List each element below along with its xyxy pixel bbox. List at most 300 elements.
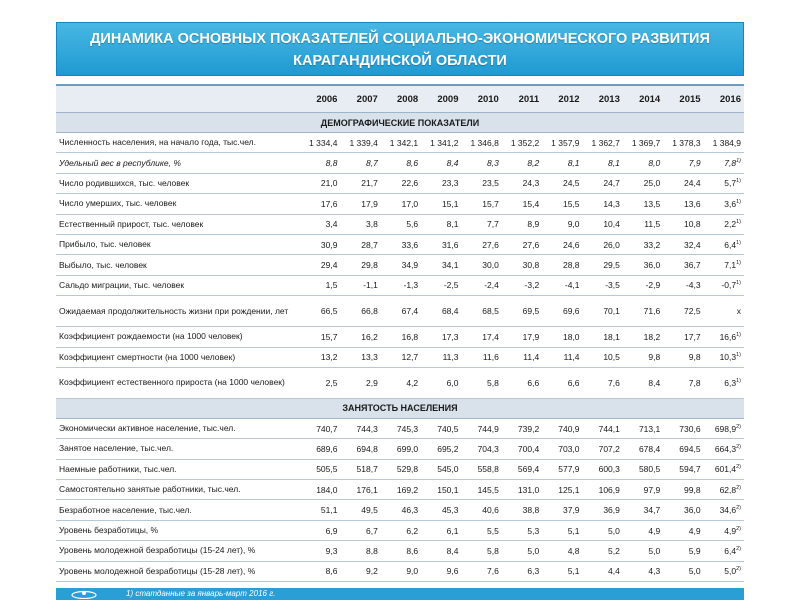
- value-cell: [502, 296, 542, 327]
- value-text: 24,3: [522, 178, 540, 189]
- value-cell: [340, 459, 380, 479]
- value-cell: [421, 367, 461, 398]
- value-cell: [421, 347, 461, 367]
- value-text: 33,6: [401, 239, 419, 250]
- value-cell: [583, 296, 623, 327]
- row-label: Коэффициент смертности (на 1000 человек): [56, 347, 300, 367]
- year-header: 2015: [663, 86, 703, 113]
- table-row: [56, 418, 744, 438]
- value-text: 5,5: [487, 525, 499, 536]
- value-cell: [300, 255, 340, 275]
- value-cell: [462, 561, 502, 581]
- value-text: 5,8: [487, 545, 499, 556]
- value-cell: [381, 133, 421, 153]
- value-text: 72,5: [684, 306, 701, 317]
- value-cell: [704, 541, 744, 561]
- value-cell: [542, 234, 582, 254]
- value-text: 1 369,7: [631, 137, 661, 148]
- value-text: 1 362,7: [591, 137, 620, 148]
- value-cell: [542, 541, 582, 561]
- value-text: 707,2: [598, 443, 620, 454]
- value-text: 9,8: [688, 352, 701, 363]
- value-text: 7,1: [724, 260, 737, 271]
- value-text: 7,7: [487, 219, 499, 230]
- value-cell: [583, 520, 623, 540]
- value-cell: [663, 296, 703, 327]
- value-text: -4,3: [685, 280, 701, 291]
- logo-icon: [70, 589, 98, 599]
- footnote-marker: 1): [736, 352, 741, 359]
- value-text: 7,6: [487, 566, 499, 577]
- value-cell: [502, 153, 542, 173]
- footnote-marker: 2): [736, 566, 741, 573]
- value-cell: [583, 194, 623, 214]
- value-cell: [381, 255, 421, 275]
- value-text: 11,5: [644, 219, 661, 230]
- value-text: 13,2: [320, 352, 338, 363]
- value-text: 38,8: [522, 505, 540, 516]
- value-cell: [583, 275, 623, 295]
- table-row: [56, 133, 744, 153]
- footnote-marker: 1): [736, 378, 741, 385]
- value-cell: [381, 327, 421, 347]
- value-text: 694,8: [356, 443, 378, 454]
- value-cell: [663, 275, 703, 295]
- value-text: 36,7: [684, 260, 701, 271]
- value-cell: [300, 275, 340, 295]
- value-text: 24,5: [562, 178, 580, 189]
- value-text: 24,4: [684, 178, 701, 189]
- value-cell: [623, 194, 663, 214]
- header-label-cell: [56, 86, 300, 113]
- row-label: Занятое население, тыс.чел.: [56, 439, 300, 459]
- table-row: [56, 296, 744, 327]
- value-cell: [300, 296, 340, 327]
- page-title-line1: ДИНАМИКА ОСНОВНЫХ ПОКАЗАТЕЛЕЙ СОЦИАЛЬНО-ЭКОНОМИЧЕСКОГО РАЗВИТИЯ: [90, 31, 710, 47]
- value-text: 5,8: [487, 377, 499, 388]
- year-header: 2009: [421, 86, 461, 113]
- value-text: 11,4: [563, 352, 580, 363]
- value-cell: [381, 367, 421, 398]
- table-header-row: [56, 86, 744, 113]
- value-text: 6,6: [567, 377, 580, 388]
- value-cell: [300, 214, 340, 234]
- value-text: -2,4: [484, 280, 499, 291]
- value-cell: [300, 520, 340, 540]
- value-text: 5,0: [608, 525, 620, 536]
- value-text: 145,5: [477, 484, 499, 495]
- value-cell: [542, 367, 582, 398]
- value-cell: [381, 439, 421, 459]
- value-cell: [663, 255, 703, 275]
- row-label: Удельный вес в республике, %: [56, 153, 300, 173]
- value-text: 36,9: [603, 505, 620, 516]
- value-cell: [583, 500, 623, 520]
- value-cell: [542, 133, 582, 153]
- value-text: 16,6: [719, 331, 737, 342]
- value-cell: [381, 541, 421, 561]
- value-text: 8,3: [487, 158, 499, 169]
- value-cell: [340, 500, 380, 520]
- year-header: 2016: [704, 86, 744, 113]
- value-text: 68,4: [441, 306, 459, 317]
- value-text: 106,9: [598, 484, 620, 495]
- value-text: 6,1: [446, 525, 459, 536]
- value-text: 97,9: [643, 484, 661, 495]
- value-text: 4,8: [567, 545, 580, 556]
- value-text: 529,8: [396, 464, 419, 475]
- page-title-banner: [56, 22, 744, 76]
- value-text: 6,3: [527, 566, 540, 577]
- value-cell: [502, 214, 542, 234]
- value-cell: [542, 327, 582, 347]
- value-cell: [663, 480, 703, 500]
- value-text: 131,0: [517, 484, 540, 495]
- row-label: Уровень безработицы, %: [56, 520, 300, 540]
- value-cell: [300, 194, 340, 214]
- value-cell: [421, 500, 461, 520]
- value-text: 34,9: [401, 260, 419, 271]
- value-cell: [704, 133, 744, 153]
- value-text: 4,2: [406, 377, 419, 388]
- value-text: 5,2: [608, 545, 620, 556]
- value-text: 5,0: [688, 566, 701, 577]
- value-text: 5,0: [527, 545, 540, 556]
- value-text: 23,5: [482, 178, 499, 189]
- value-cell: [583, 561, 623, 581]
- table-row: [56, 153, 744, 173]
- value-cell: [340, 520, 380, 540]
- value-text: 29,5: [603, 260, 620, 271]
- value-cell: [502, 234, 542, 254]
- value-text: 1,5: [325, 280, 338, 291]
- value-text: 6,9: [325, 525, 338, 536]
- value-text: 17,9: [361, 198, 378, 209]
- value-text: 4,9: [724, 525, 737, 536]
- value-text: 8,8: [365, 545, 378, 556]
- value-cell: [704, 520, 744, 540]
- value-text: 34,7: [643, 505, 661, 516]
- value-text: 8,4: [446, 158, 459, 169]
- value-text: 1 339,4: [349, 137, 378, 148]
- value-text: 2,9: [365, 377, 378, 388]
- value-cell: [704, 255, 744, 275]
- value-cell: [421, 214, 461, 234]
- footnote-marker: 2): [736, 546, 741, 553]
- value-cell: [663, 234, 703, 254]
- value-cell: [462, 459, 502, 479]
- row-label: Коэффициент рождаемости (на 1000 человек): [56, 327, 300, 347]
- value-text: 8,4: [446, 545, 459, 556]
- value-cell: [663, 418, 703, 438]
- value-text: 12,7: [401, 352, 419, 363]
- value-cell: [583, 133, 623, 153]
- value-text: 704,3: [477, 443, 499, 454]
- value-text: 600,3: [598, 464, 620, 475]
- value-text: 68,5: [482, 306, 499, 317]
- value-text: 9,6: [446, 566, 459, 577]
- value-text: 558,8: [477, 464, 499, 475]
- value-cell: [502, 459, 542, 479]
- value-cell: [542, 153, 582, 173]
- year-header: 2007: [340, 86, 380, 113]
- value-cell: [421, 133, 461, 153]
- value-cell: [462, 327, 502, 347]
- value-text: 3,4: [325, 219, 338, 230]
- value-text: 11,4: [523, 352, 540, 363]
- value-cell: [623, 459, 663, 479]
- value-cell: [704, 214, 744, 234]
- value-cell: [663, 153, 703, 173]
- section-title: ДЕМОГРАФИЧЕСКИЕ ПОКАЗАТЕЛИ: [56, 113, 744, 133]
- value-cell: [381, 296, 421, 327]
- value-text: 7,6: [608, 377, 620, 388]
- footnote-marker: 2): [736, 423, 741, 430]
- year-header: 2010: [462, 86, 502, 113]
- value-text: 6,0: [446, 377, 459, 388]
- value-text: 18,1: [603, 331, 620, 342]
- section-header-row: [56, 113, 744, 133]
- footnote-marker: 2): [736, 464, 741, 471]
- value-text: 99,8: [684, 484, 701, 495]
- value-text: 13,6: [684, 198, 701, 209]
- value-text: 8,0: [648, 158, 661, 169]
- table-row: [56, 234, 744, 254]
- footnote-marker: 1): [736, 260, 741, 267]
- value-text: 66,8: [361, 306, 378, 317]
- value-text: 6,4: [724, 545, 737, 556]
- value-cell: [583, 255, 623, 275]
- value-text: 25,0: [643, 178, 661, 189]
- value-text: 169,2: [396, 484, 419, 495]
- value-text: 1 346,8: [470, 137, 499, 148]
- value-text: 1 384,9: [712, 137, 741, 148]
- row-label: Прибыло, тыс. человек: [56, 234, 300, 254]
- value-text: 6,6: [527, 377, 540, 388]
- value-cell: [462, 439, 502, 459]
- table-row: [56, 214, 744, 234]
- value-cell: [542, 296, 582, 327]
- value-text: 8,1: [608, 158, 620, 169]
- footnote-marker: 1): [736, 178, 741, 185]
- value-cell: [381, 347, 421, 367]
- value-cell: [623, 255, 663, 275]
- row-label: Наемные работники, тыс.чел.: [56, 459, 300, 479]
- value-cell: [300, 439, 340, 459]
- value-cell: [542, 214, 582, 234]
- value-text: 71,6: [643, 306, 661, 317]
- value-text: -0,7: [721, 280, 737, 291]
- value-cell: [462, 541, 502, 561]
- value-text: 569,4: [517, 464, 540, 475]
- value-text: 694,5: [679, 443, 701, 454]
- value-text: 13,5: [643, 198, 661, 209]
- value-cell: [340, 439, 380, 459]
- value-text: 51,1: [320, 505, 338, 516]
- row-label: Безработное население, тыс.чел.: [56, 500, 300, 520]
- row-label: Число умерших, тыс. человек: [56, 194, 300, 214]
- value-text: 40,6: [482, 505, 499, 516]
- section-header-row: [56, 398, 744, 418]
- value-cell: [623, 153, 663, 173]
- value-text: 13,3: [361, 352, 378, 363]
- value-text: 5,0: [724, 566, 737, 577]
- value-text: 23,3: [441, 178, 459, 189]
- table-row: [56, 173, 744, 193]
- value-cell: [421, 275, 461, 295]
- value-cell: [462, 367, 502, 398]
- table-row: [56, 520, 744, 540]
- value-cell: [583, 541, 623, 561]
- value-text: -4,1: [564, 280, 580, 291]
- value-cell: [502, 561, 542, 581]
- value-cell: [704, 173, 744, 193]
- value-cell: [583, 367, 623, 398]
- value-cell: [623, 234, 663, 254]
- row-label: Число родившихся, тыс. человек: [56, 173, 300, 193]
- value-cell: [542, 480, 582, 500]
- table-row: [56, 500, 744, 520]
- value-cell: [623, 480, 663, 500]
- table-row: [56, 561, 744, 581]
- value-text: 67,4: [401, 306, 419, 317]
- value-cell: [421, 255, 461, 275]
- value-cell: [340, 234, 380, 254]
- value-cell: [340, 561, 380, 581]
- table-row: [56, 459, 744, 479]
- value-cell: [502, 327, 542, 347]
- footnote-marker: 1): [736, 219, 741, 226]
- value-text: 29,8: [361, 260, 378, 271]
- table-row: [56, 541, 744, 561]
- value-cell: [381, 275, 421, 295]
- value-text: 730,6: [679, 423, 701, 434]
- value-text: 5,3: [527, 525, 540, 536]
- value-cell: [381, 418, 421, 438]
- value-cell: [623, 500, 663, 520]
- value-cell: [421, 327, 461, 347]
- row-label: Численность населения, на начало года, тыс.чел.: [56, 133, 300, 153]
- value-cell: [583, 153, 623, 173]
- value-text: 713,1: [638, 423, 661, 434]
- value-text: 8,4: [648, 377, 661, 388]
- value-text: 1 334,4: [309, 137, 338, 148]
- value-text: 1 352,2: [510, 137, 540, 148]
- value-cell: [542, 347, 582, 367]
- value-text: 15,5: [562, 198, 580, 209]
- value-text: 744,3: [356, 423, 378, 434]
- value-cell: [421, 520, 461, 540]
- value-cell: [623, 327, 663, 347]
- value-cell: [623, 367, 663, 398]
- value-text: 17,4: [482, 331, 499, 342]
- footnote-marker: 1): [736, 280, 741, 287]
- value-text: 6,3: [724, 377, 737, 388]
- value-text: 17,7: [684, 331, 701, 342]
- value-cell: [704, 327, 744, 347]
- value-cell: [663, 520, 703, 540]
- value-text: 545,0: [437, 464, 459, 475]
- footnote-marker: 1): [736, 331, 741, 338]
- value-text: 14,3: [603, 198, 620, 209]
- value-cell: [462, 255, 502, 275]
- table-row: [56, 275, 744, 295]
- value-cell: [340, 255, 380, 275]
- value-text: 8,6: [325, 566, 338, 577]
- value-cell: [340, 173, 380, 193]
- value-cell: [704, 234, 744, 254]
- value-text: 17,9: [522, 331, 540, 342]
- value-text: 176,1: [356, 484, 378, 495]
- value-cell: [583, 459, 623, 479]
- value-text: 5,6: [406, 219, 419, 230]
- row-label: Уровень молодежной безработицы (15-24 лет), %: [56, 541, 300, 561]
- value-text: 740,7: [316, 423, 338, 434]
- value-cell: [663, 347, 703, 367]
- value-text: 4,9: [648, 525, 661, 536]
- value-cell: [340, 327, 380, 347]
- footnote-marker: 2): [736, 505, 741, 512]
- value-text: 10,8: [684, 219, 701, 230]
- table-body: [56, 113, 744, 582]
- value-text: 594,7: [679, 464, 701, 475]
- value-cell: [623, 133, 663, 153]
- value-text: 1 341,2: [430, 137, 459, 148]
- value-cell: [381, 459, 421, 479]
- value-text: 745,3: [396, 423, 419, 434]
- value-cell: [663, 500, 703, 520]
- table-row: [56, 255, 744, 275]
- value-text: 69,6: [562, 306, 580, 317]
- value-text: 15,7: [320, 331, 338, 342]
- value-text: 7,9: [688, 158, 701, 169]
- value-text: 698,9: [714, 423, 737, 434]
- value-text: 8,7: [365, 158, 378, 169]
- value-cell: [663, 367, 703, 398]
- value-cell: [421, 234, 461, 254]
- value-text: 703,0: [558, 443, 580, 454]
- value-text: 695,2: [437, 443, 459, 454]
- value-cell: [704, 153, 744, 173]
- year-header: 2011: [502, 86, 542, 113]
- value-text: 8,8: [325, 158, 338, 169]
- value-cell: [300, 459, 340, 479]
- value-text: 21,0: [320, 178, 338, 189]
- value-text: 7,8: [724, 158, 737, 169]
- value-text: 2,2: [724, 219, 737, 230]
- value-cell: [502, 367, 542, 398]
- footnote-marker: 1): [736, 239, 741, 246]
- table-row: [56, 439, 744, 459]
- value-text: 31,6: [441, 239, 459, 250]
- value-cell: [381, 520, 421, 540]
- value-text: 184,0: [316, 484, 338, 495]
- value-cell: [462, 418, 502, 438]
- value-cell: [421, 541, 461, 561]
- value-cell: [542, 520, 582, 540]
- value-text: 28,7: [361, 239, 378, 250]
- value-text: -3,2: [524, 280, 540, 291]
- value-text: 28,8: [562, 260, 580, 271]
- value-text: 49,5: [361, 505, 378, 516]
- value-cell: [340, 275, 380, 295]
- value-text: -2,5: [443, 280, 459, 291]
- value-text: 9,0: [567, 219, 580, 230]
- value-cell: [502, 480, 542, 500]
- value-cell: [381, 500, 421, 520]
- value-cell: [704, 459, 744, 479]
- table-row: [56, 367, 744, 398]
